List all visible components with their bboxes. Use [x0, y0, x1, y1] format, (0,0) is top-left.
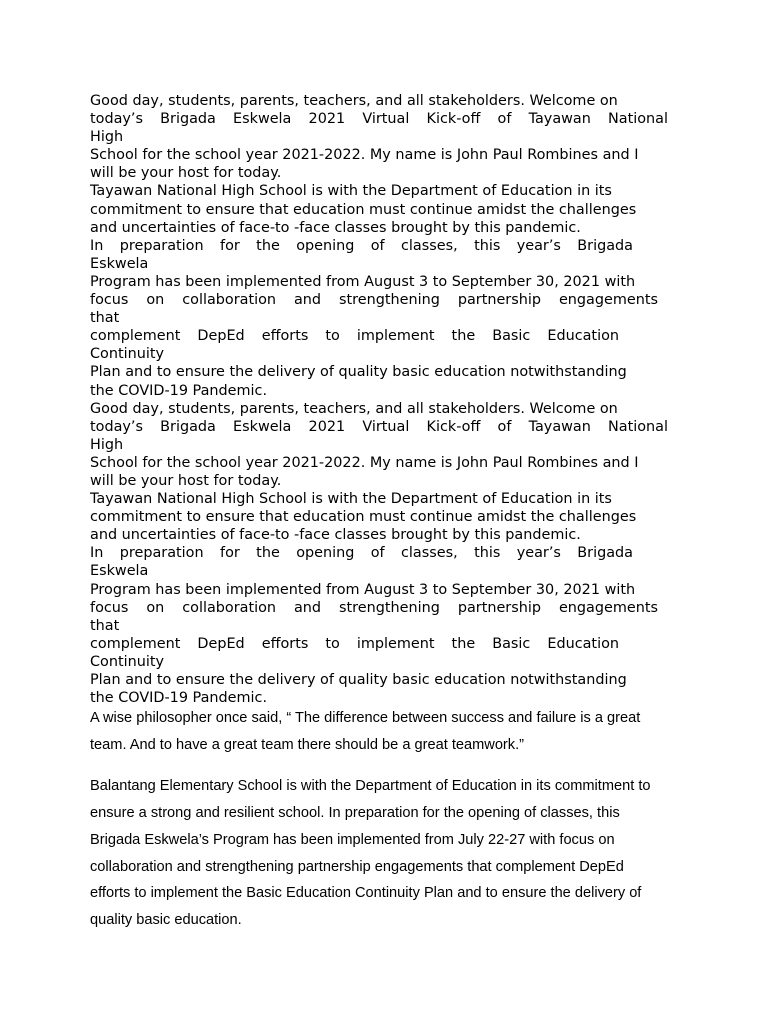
- text-line: Continuity: [90, 346, 165, 363]
- text-line: ensure a strong and resilient school. In preparation for the opening of classes, this: [90, 804, 620, 821]
- intro-block-2: [90, 400, 668, 708]
- text-line: will be your host for today.: [90, 165, 282, 182]
- text-line: Balantang Elementary School is with the Department of Education in its commitment to: [90, 778, 651, 795]
- text-line: complement DepEd efforts to implement the Basic Education: [90, 328, 619, 345]
- text-line: today’s Brigada Eskwela 2021 Virtual Kick-off of Tayawan National: [90, 111, 668, 128]
- text-line: commitment to ensure that education must continue amidst the challenges: [90, 201, 637, 218]
- text-line: team. And to have a great team there should be a great teamwork.”: [90, 737, 525, 754]
- text-line: focus on collaboration and strengthening partnership engagements: [90, 292, 658, 309]
- text-line: School for the school year 2021-2022. My name is John Paul Rombines and I: [90, 454, 639, 471]
- text-line: and uncertainties of face-to -face classes brought by this pandemic.: [90, 527, 581, 544]
- text-line: commitment to ensure that education must continue amidst the challenges: [90, 509, 637, 526]
- text-line: that: [90, 617, 120, 634]
- text-line: Plan and to ensure the delivery of quality basic education notwithstanding: [90, 672, 627, 688]
- text-line: In preparation for the opening of classes, this year’s Brigada: [90, 545, 633, 562]
- text-line: Continuity: [90, 653, 165, 670]
- text-line: High: [90, 129, 124, 146]
- text-line: High: [90, 436, 124, 453]
- text-line: Brigada Eskwela’s Program has been implemented from July 22-27 with focus on: [90, 831, 615, 848]
- text-line: Program has been implemented from August 3 to September 30, 2021 with: [90, 581, 636, 598]
- text-line: School for the school year 2021-2022. My name is John Paul Rombines and I: [90, 147, 639, 164]
- text-line: In preparation for the opening of classes, this year’s Brigada: [90, 237, 633, 254]
- closing-paragraph: [90, 773, 668, 934]
- text-line: focus on collaboration and strengthening partnership engagements: [90, 599, 658, 616]
- text-line: Eskwela: [90, 563, 149, 580]
- quote-paragraph: [90, 705, 668, 759]
- text-line: Plan and to ensure the delivery of quality basic education notwithstanding: [90, 364, 627, 381]
- intro-block-1: [90, 92, 668, 400]
- text-line: efforts to implement the Basic Education Continuity Plan and to ensure the delivery of: [90, 885, 642, 902]
- text-line: Good day, students, parents, teachers, and all stakeholders. Welcome on: [90, 93, 618, 109]
- text-line: A wise philosopher once said, “ The difference between success and failure is a great: [90, 710, 641, 727]
- text-line: Program has been implemented from August 3 to September 30, 2021 with: [90, 273, 636, 290]
- text-line: complement DepEd efforts to implement the Basic Education: [90, 635, 619, 652]
- text-line: Tayawan National High School is with the Department of Education in its: [90, 491, 612, 508]
- text-line: the COVID-19 Pandemic.: [90, 382, 268, 399]
- text-line: quality basic education.: [90, 912, 242, 929]
- text-line: and uncertainties of face-to -face classes brought by this pandemic.: [90, 219, 581, 236]
- text-line: today’s Brigada Eskwela 2021 Virtual Kick-off of Tayawan National: [90, 418, 668, 435]
- text-line: will be your host for today.: [90, 472, 282, 489]
- text-line: that: [90, 310, 120, 327]
- text-line: Tayawan National High School is with the Department of Education in its: [90, 183, 612, 200]
- document-page: [90, 92, 668, 934]
- text-line: Eskwela: [90, 255, 149, 272]
- text-line: Good day, students, parents, teachers, and all stakeholders. Welcome on: [90, 400, 618, 417]
- text-line: collaboration and strengthening partnership engagements that complement DepEd: [90, 858, 624, 875]
- text-line: the COVID-19 Pandemic.: [90, 690, 268, 707]
